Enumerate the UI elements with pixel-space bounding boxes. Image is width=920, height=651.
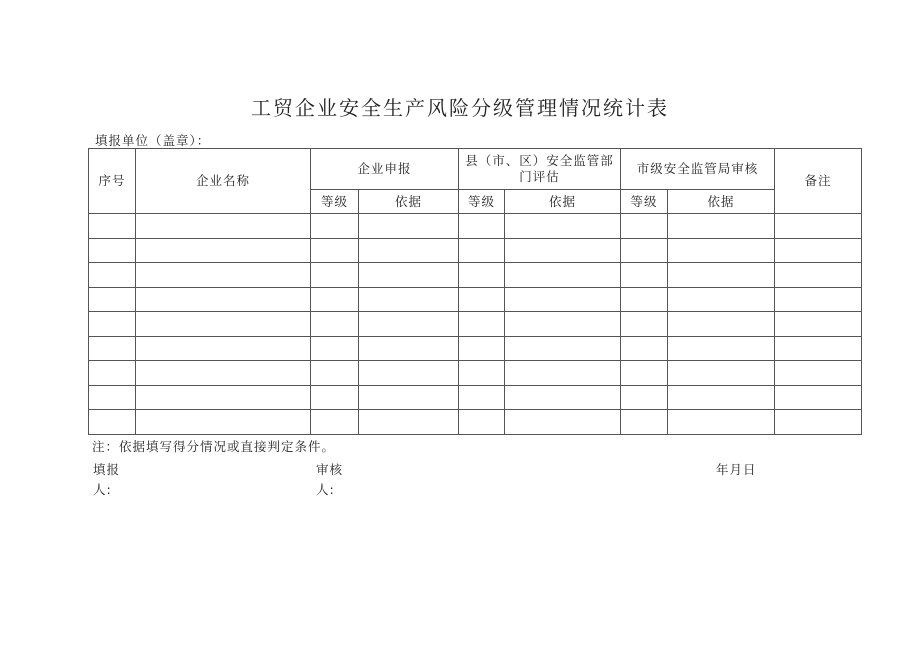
table-cell[interactable] (89, 410, 136, 435)
table-cell[interactable] (621, 287, 668, 312)
reviewer-signature-label: 审核人: (316, 462, 344, 497)
table-cell[interactable] (621, 312, 668, 337)
table-cell[interactable] (89, 336, 136, 361)
header-city-review: 市级安全监管局审核 (621, 149, 775, 190)
table-cell[interactable] (621, 385, 668, 410)
table-cell[interactable] (89, 214, 136, 239)
table-cell[interactable] (459, 263, 505, 288)
table-cell[interactable] (621, 238, 668, 263)
table-cell[interactable] (459, 385, 505, 410)
filler-signature-label: 填报人: (93, 462, 121, 497)
table-cell[interactable] (459, 410, 505, 435)
table-cell[interactable] (775, 410, 862, 435)
header-county-evaluation: 县（市、区）安全监管部门评估 (459, 149, 621, 190)
table-row (89, 214, 862, 239)
table-cell[interactable] (775, 312, 862, 337)
table-row (89, 410, 862, 435)
table-cell[interactable] (89, 238, 136, 263)
table-cell[interactable] (459, 312, 505, 337)
table-cell[interactable] (459, 214, 505, 239)
table-cell[interactable] (775, 385, 862, 410)
table-row (89, 312, 862, 337)
table-cell[interactable] (89, 263, 136, 288)
table-cell[interactable] (505, 287, 621, 312)
table-cell[interactable] (89, 385, 136, 410)
table-cell[interactable] (89, 312, 136, 337)
table-cell[interactable] (775, 361, 862, 386)
table-cell[interactable] (311, 361, 359, 386)
table-cell[interactable] (311, 214, 359, 239)
table-row (89, 336, 862, 361)
table-cell[interactable] (359, 263, 459, 288)
table-cell[interactable] (359, 385, 459, 410)
table-note: 注：依据填写得分情况或直接判定条件。 (92, 439, 336, 454)
table-cell[interactable] (621, 263, 668, 288)
table-cell[interactable] (668, 214, 775, 239)
table-row (89, 287, 862, 312)
table-row (89, 385, 862, 410)
table-cell[interactable] (359, 312, 459, 337)
table-cell[interactable] (311, 238, 359, 263)
table-cell[interactable] (668, 410, 775, 435)
header-enterprise-level: 等级 (311, 190, 359, 214)
table-row (89, 238, 862, 263)
table-cell[interactable] (136, 263, 311, 288)
table-cell[interactable] (359, 410, 459, 435)
table-cell[interactable] (621, 361, 668, 386)
header-row-1 (89, 149, 862, 190)
header-remarks: 备注 (775, 149, 862, 214)
table-cell[interactable] (359, 214, 459, 239)
table-cell[interactable] (505, 336, 621, 361)
table-cell[interactable] (505, 312, 621, 337)
date-label: 年月日 (716, 462, 757, 477)
table-cell[interactable] (621, 410, 668, 435)
header-enterprise-basis: 依据 (359, 190, 459, 214)
table-cell[interactable] (505, 410, 621, 435)
table-cell[interactable] (136, 312, 311, 337)
table-body (89, 214, 862, 435)
table-cell[interactable] (668, 287, 775, 312)
table-cell[interactable] (311, 385, 359, 410)
table-cell[interactable] (359, 361, 459, 386)
header-seq: 序号 (89, 149, 136, 214)
table-cell[interactable] (311, 410, 359, 435)
header-county-level: 等级 (459, 190, 505, 214)
header-enterprise-report: 企业申报 (311, 149, 459, 190)
table-cell[interactable] (775, 287, 862, 312)
fill-unit-label: 填报单位（盖章）： (95, 133, 211, 148)
table-cell[interactable] (775, 263, 862, 288)
table-cell[interactable] (136, 287, 311, 312)
table-cell[interactable] (311, 312, 359, 337)
table-cell[interactable] (505, 361, 621, 386)
table-cell[interactable] (311, 336, 359, 361)
header-city-basis: 依据 (668, 190, 775, 214)
table-cell[interactable] (459, 238, 505, 263)
table-cell[interactable] (505, 238, 621, 263)
table-cell[interactable] (459, 336, 505, 361)
header-county-basis: 依据 (505, 190, 621, 214)
table-cell[interactable] (668, 336, 775, 361)
table-cell[interactable] (621, 214, 668, 239)
table-cell[interactable] (359, 336, 459, 361)
table-cell[interactable] (311, 263, 359, 288)
table-cell[interactable] (89, 287, 136, 312)
table-cell[interactable] (505, 263, 621, 288)
table-cell[interactable] (136, 361, 311, 386)
table-cell[interactable] (505, 385, 621, 410)
table-cell[interactable] (621, 336, 668, 361)
document-title: 工贸企业安全生产风险分级管理情况统计表 (251, 96, 669, 120)
table-cell[interactable] (775, 214, 862, 239)
table-cell[interactable] (359, 287, 459, 312)
table-cell[interactable] (89, 361, 136, 386)
table-cell[interactable] (668, 312, 775, 337)
table-row (89, 361, 862, 386)
table-cell[interactable] (136, 410, 311, 435)
table-cell[interactable] (459, 287, 505, 312)
table-cell[interactable] (136, 385, 311, 410)
header-company-name: 企业名称 (136, 149, 311, 214)
table-row (89, 263, 862, 288)
table-cell[interactable] (668, 385, 775, 410)
table-cell[interactable] (668, 361, 775, 386)
header-city-level: 等级 (621, 190, 668, 214)
table-cell[interactable] (136, 238, 311, 263)
table-cell[interactable] (136, 214, 311, 239)
table-cell[interactable] (668, 263, 775, 288)
table-cell[interactable] (775, 238, 862, 263)
table-cell[interactable] (775, 336, 862, 361)
table-cell[interactable] (359, 238, 459, 263)
table-cell[interactable] (459, 361, 505, 386)
table-cell[interactable] (668, 238, 775, 263)
statistics-table (88, 148, 862, 435)
table-cell[interactable] (505, 214, 621, 239)
table-cell[interactable] (311, 287, 359, 312)
table-cell[interactable] (136, 336, 311, 361)
